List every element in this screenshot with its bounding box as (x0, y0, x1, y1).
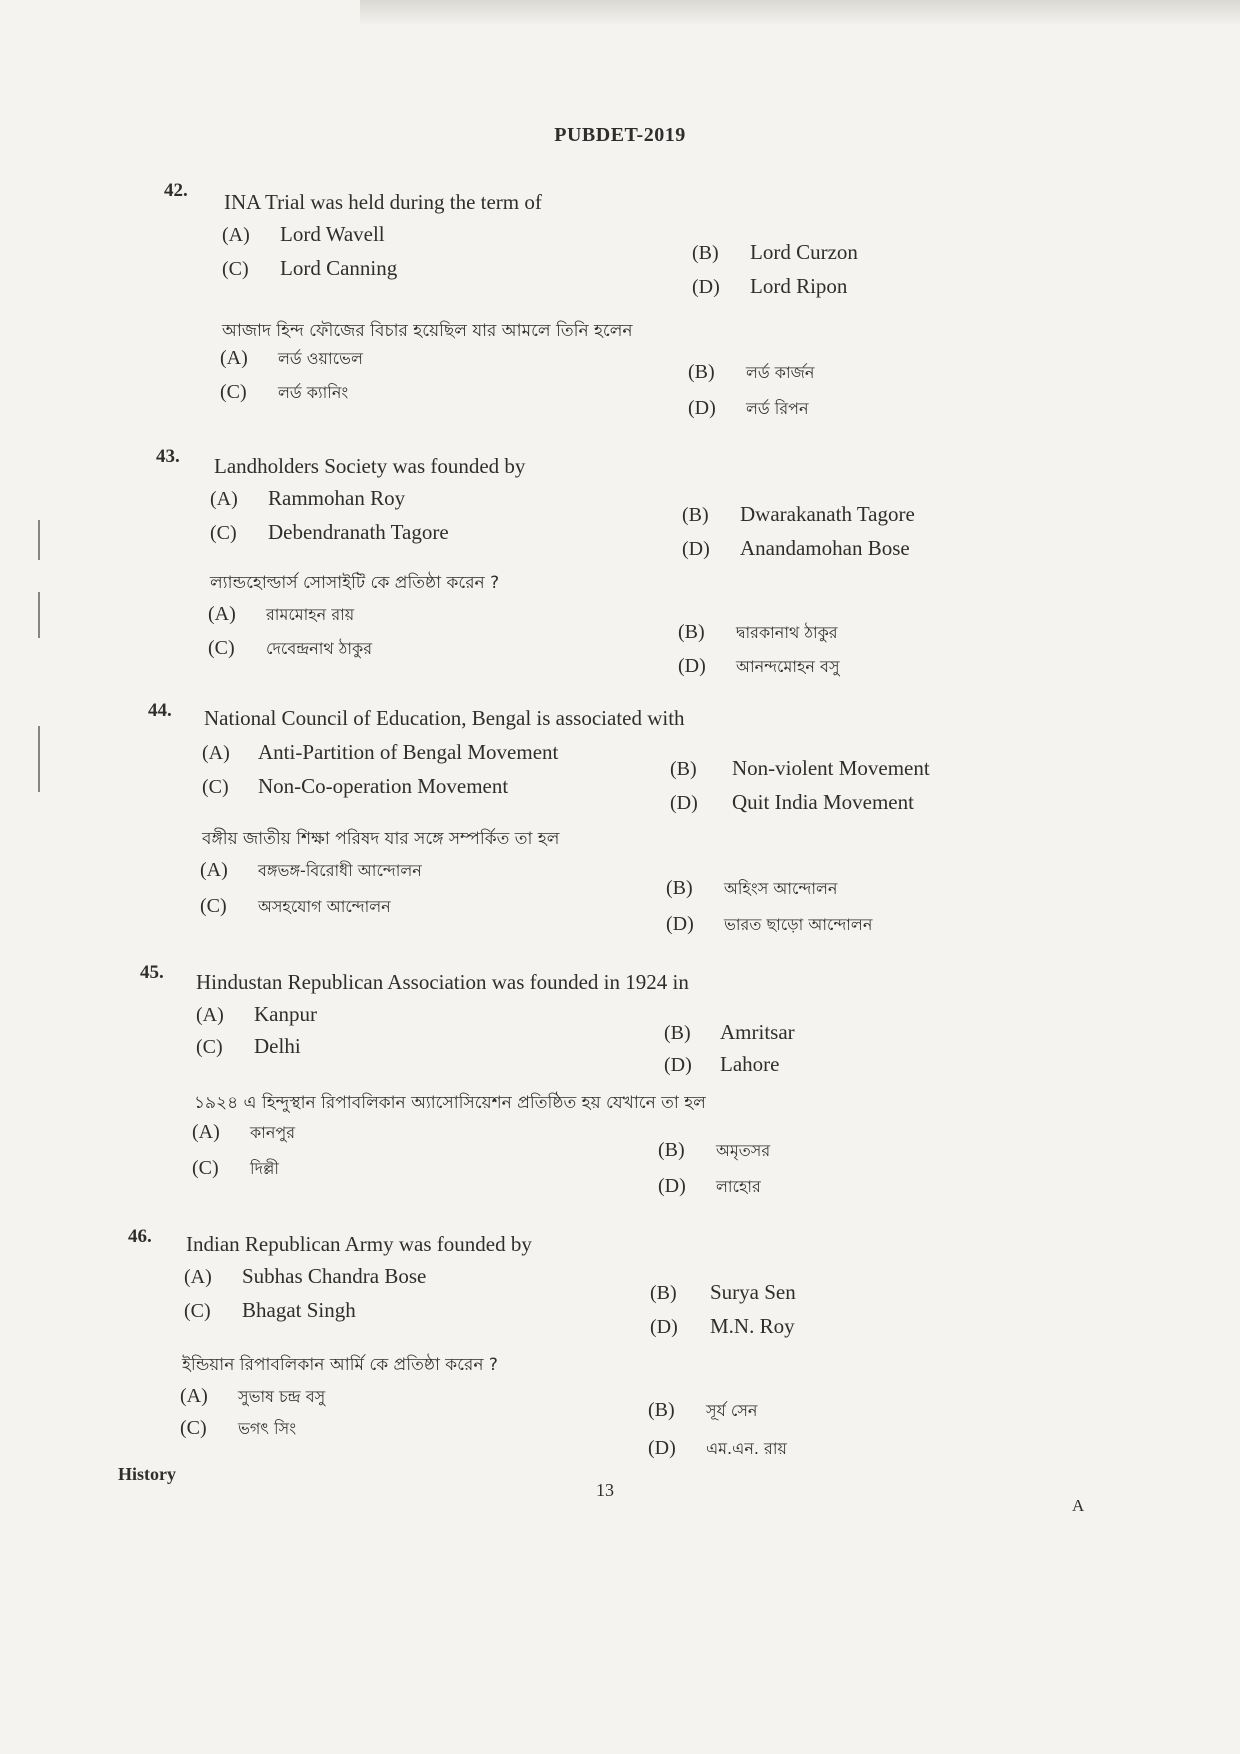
option-text: রামমোহন রায় (266, 605, 355, 624)
option-letter: (D) (648, 1437, 676, 1459)
option-a-bengali (220, 346, 363, 373)
option-text: Lord Ripon (750, 274, 848, 298)
option-c-bengali (208, 636, 372, 663)
option-letter: (B) (664, 1022, 691, 1044)
option-text: M.N. Roy (710, 1314, 795, 1338)
question-set-label: A (1072, 1496, 1085, 1515)
question-text: INA Trial was held during the term of (224, 190, 542, 214)
option-text: Lahore (720, 1052, 780, 1076)
option-c-bengali (192, 1156, 279, 1183)
page-header: PUBDET-2019 (554, 124, 686, 146)
question-number: 46. (128, 1226, 152, 1247)
option-letter: (D) (666, 913, 694, 935)
option-text: দেবেন্দ্রনাথ ঠাকুর (266, 639, 372, 658)
option-c (222, 256, 397, 281)
option-b-bengali (678, 620, 838, 647)
option-letter: (B) (658, 1139, 685, 1161)
question-text: Indian Republican Army was founded by (186, 1232, 532, 1256)
option-d-bengali (658, 1174, 761, 1201)
option-c (196, 1034, 301, 1059)
option-b-bengali (688, 360, 814, 387)
option-text: লর্ড ওয়াভেল (278, 349, 363, 368)
option-letter: (B) (650, 1282, 677, 1304)
option-d (692, 274, 847, 299)
option-text: Amritsar (720, 1020, 795, 1044)
option-b (664, 1020, 795, 1045)
option-c-bengali (200, 894, 391, 921)
question-text-bengali: ইন্ডিয়ান রিপাবলিকান আর্মি কে প্রতিষ্ঠা করেন ? (182, 1355, 498, 1375)
option-text: Rammohan Roy (268, 486, 406, 510)
option-a (184, 1264, 426, 1289)
option-text: অহিংস আন্দোলন (724, 879, 838, 898)
question-number: 42. (164, 180, 188, 201)
question-text-bengali: ল্যান্ডহোল্ডার্স সোসাইটি কে প্রতিষ্ঠা করেন ? (210, 573, 500, 593)
option-d-bengali (666, 912, 872, 939)
option-letter: (B) (670, 758, 697, 780)
option-text: কানপুর (250, 1123, 296, 1142)
option-c-bengali (220, 380, 348, 407)
question-text-bengali: আজাদ হিন্দ ফৌজের বিচার হয়েছিল যার আমলে তিনি হলেন (222, 321, 633, 341)
option-letter: (A) (222, 224, 250, 246)
option-text: Lord Curzon (750, 240, 858, 264)
option-text: Quit India Movement (732, 790, 914, 814)
option-letter: (C) (200, 895, 227, 917)
option-letter: (A) (180, 1385, 208, 1407)
question-text-bengali: ১৯২৪ এ হিন্দুস্থান রিপাবলিকান অ্যাসোসিয়েশন প্রতিষ্ঠিত হয় যেখানে তা হল (194, 1093, 706, 1113)
option-letter: (A) (200, 859, 228, 881)
option-letter: (B) (678, 621, 705, 643)
option-text: Bhagat Singh (242, 1298, 356, 1322)
option-a (196, 1002, 317, 1027)
option-d (650, 1314, 795, 1339)
option-letter: (D) (670, 792, 698, 814)
option-letter: (C) (208, 637, 235, 659)
option-text: দিল্লী (250, 1159, 279, 1178)
option-text: সূর্য সেন (706, 1401, 758, 1420)
option-text: লর্ড ক্যানিং (278, 383, 349, 402)
option-c-bengali (180, 1416, 296, 1443)
option-text: Delhi (254, 1034, 301, 1058)
scan-edge-mark (38, 520, 40, 560)
option-letter: (B) (666, 877, 693, 899)
option-b-bengali (666, 876, 837, 903)
option-a-bengali (180, 1384, 325, 1411)
option-letter: (C) (184, 1300, 211, 1322)
option-letter: (C) (220, 381, 247, 403)
option-text: Anandamohan Bose (740, 536, 910, 560)
option-d (670, 790, 914, 815)
option-letter: (D) (688, 397, 716, 419)
option-b (650, 1280, 796, 1305)
option-text: Surya Sen (710, 1280, 796, 1304)
option-a (222, 222, 385, 247)
option-a-bengali (208, 602, 354, 629)
question-number: 43. (156, 446, 180, 467)
option-letter: (B) (692, 242, 719, 264)
question-text-bengali: বঙ্গীয় জাতীয় শিক্ষা পরিষদ যার সঙ্গে সম্পর্কিত তা হল (202, 829, 560, 849)
option-text: অমৃতসর (716, 1141, 771, 1160)
scan-shadow (360, 0, 1240, 26)
option-letter: (C) (196, 1036, 223, 1058)
question-number: 45. (140, 962, 164, 983)
option-text: Lord Wavell (280, 222, 385, 246)
option-text: বঙ্গভঙ্গ-বিরোধী আন্দোলন (258, 861, 422, 880)
option-a-bengali (200, 858, 422, 885)
question-text: Landholders Society was founded by (214, 454, 526, 478)
option-letter: (A) (208, 603, 236, 625)
option-text: Subhas Chandra Bose (242, 1264, 427, 1288)
option-letter: (D) (664, 1054, 692, 1076)
scan-edge-mark (38, 592, 40, 638)
option-d-bengali (648, 1436, 787, 1463)
question-text: National Council of Education, Bengal is associated with (204, 706, 685, 730)
option-text: ভগৎ সিং (238, 1419, 297, 1438)
option-letter: (C) (210, 522, 237, 544)
option-a (210, 486, 405, 511)
option-b-bengali (658, 1138, 770, 1165)
option-letter: (D) (678, 655, 706, 677)
option-letter: (C) (202, 776, 229, 798)
option-text: Dwarakanath Tagore (740, 502, 915, 526)
option-d (682, 536, 910, 561)
option-a-bengali (192, 1120, 295, 1147)
option-c (202, 774, 508, 799)
option-text: Debendranath Tagore (268, 520, 449, 544)
option-text: ভারত ছাড়ো আন্দোলন (724, 915, 873, 934)
option-letter: (D) (658, 1175, 686, 1197)
footer-subject: History (118, 1464, 176, 1484)
option-letter: (D) (682, 538, 710, 560)
option-d-bengali (678, 654, 840, 681)
option-c (184, 1298, 356, 1323)
option-b (682, 502, 915, 527)
scan-edge-mark (38, 726, 40, 792)
option-letter: (A) (202, 742, 230, 764)
option-text: Kanpur (254, 1002, 317, 1026)
option-letter: (A) (220, 347, 248, 369)
option-letter: (C) (180, 1417, 207, 1439)
option-letter: (A) (192, 1121, 220, 1143)
option-text: দ্বারকানাথ ঠাকুর (736, 623, 838, 642)
option-letter: (D) (692, 276, 720, 298)
question-number: 44. (148, 700, 172, 721)
option-text: Non-violent Movement (732, 756, 930, 780)
option-letter: (B) (688, 361, 715, 383)
option-letter: (C) (192, 1157, 219, 1179)
option-d-bengali (688, 396, 809, 423)
option-a (202, 740, 558, 765)
option-text: সুভাষ চন্দ্র বসু (238, 1387, 326, 1406)
option-letter: (C) (222, 258, 249, 280)
option-text: Non-Co-operation Movement (258, 774, 509, 798)
option-letter: (B) (682, 504, 709, 526)
option-text: অসহযোগ আন্দোলন (258, 897, 391, 916)
option-text: লর্ড রিপন (746, 399, 809, 418)
option-letter: (A) (196, 1004, 224, 1026)
option-text: Anti-Partition of Bengal Movement (258, 740, 559, 764)
option-text: এম.এন. রায় (706, 1439, 787, 1458)
question-text: Hindustan Republican Association was founded in 1924 in (196, 970, 689, 994)
option-letter: (B) (648, 1399, 675, 1421)
option-text: আনন্দমোহন বসু (736, 657, 840, 676)
option-letter: (A) (210, 488, 238, 510)
option-letter: (A) (184, 1266, 212, 1288)
option-c (210, 520, 449, 545)
option-text: লাহোর (716, 1177, 761, 1196)
option-b-bengali (648, 1398, 757, 1425)
option-text: Lord Canning (280, 256, 398, 280)
option-letter: (D) (650, 1316, 678, 1338)
option-text: লর্ড কার্জন (746, 363, 815, 382)
page-number: 13 (596, 1480, 614, 1500)
option-d (664, 1052, 779, 1077)
option-b (670, 756, 930, 781)
option-b (692, 240, 858, 265)
